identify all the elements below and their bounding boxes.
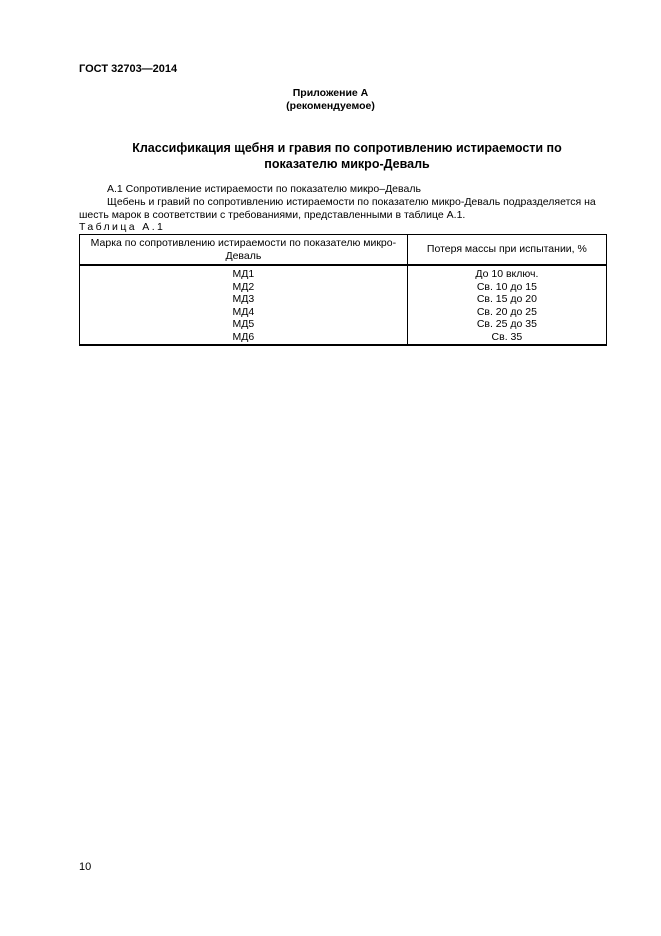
body-paragraph: Щебень и гравий по сопротивлению истираемости по показателю микро-Деваль подразделяется на шесть марок в соответствии с требованиями, представленными в таблице А.1. [79,196,596,221]
table-row [80,331,607,346]
classification-table [79,234,607,346]
page-number: 10 [79,861,92,873]
mass-loss-cell: Св. 35 [407,331,606,346]
table-row [80,265,607,281]
grade-cell: МД3 [80,293,408,306]
table-caption: Таблица А.1 [79,221,166,233]
header-mass-loss: Потеря массы при испытании, % [407,235,606,266]
table-header-row [80,235,607,266]
section-title: Классификация щебня и гравия по сопротивлению истираемости по показателю микро-Деваль [132,141,562,171]
table-row [80,318,607,331]
mass-loss-cell: Св. 15 до 20 [407,293,606,306]
mass-loss-cell: Св. 10 до 15 [407,281,606,294]
header-grade: Марка по сопротивлению истираемости по показателю микро-Деваль [80,235,408,266]
appendix-status: (рекомендуемое) [286,100,375,112]
grade-cell: МД1 [80,265,408,281]
appendix-title: Приложение А [292,87,369,99]
clause-heading: А.1 Сопротивление истираемости по показателю микро–Деваль [107,183,421,195]
grade-cell: МД4 [80,306,408,319]
grade-cell: МД2 [80,281,408,294]
standard-code: ГОСТ 32703—2014 [79,63,178,75]
grade-cell: МД5 [80,318,408,331]
grade-cell: МД6 [80,331,408,346]
table-row [80,306,607,319]
table-row [80,281,607,294]
mass-loss-cell: Св. 25 до 35 [407,318,606,331]
mass-loss-cell: До 10 включ. [407,265,606,281]
mass-loss-cell: Св. 20 до 25 [407,306,606,319]
table-row [80,293,607,306]
